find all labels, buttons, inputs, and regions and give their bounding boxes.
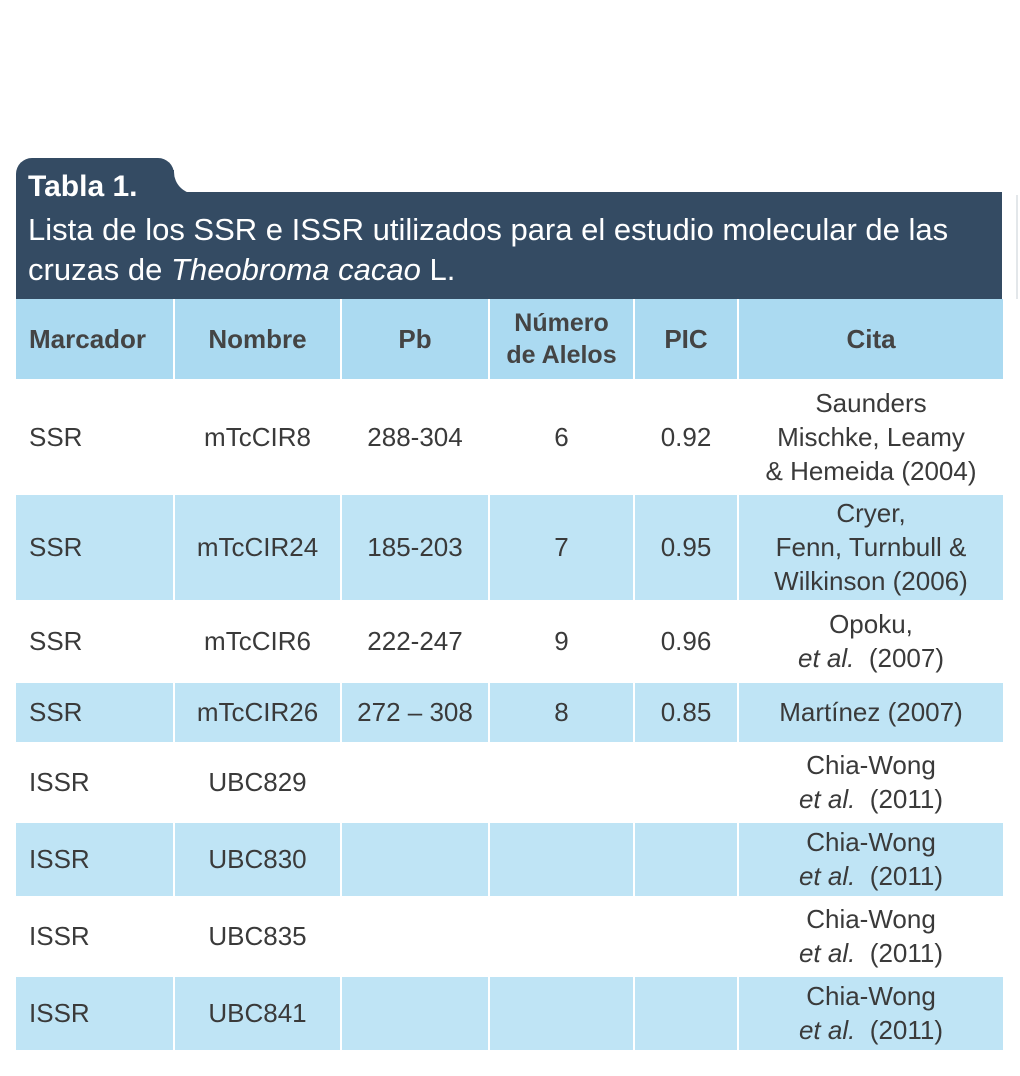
cell-pb: 272 – 308	[341, 681, 489, 743]
cell-cita	[738, 975, 1003, 1050]
col-header-pb: Pb	[341, 299, 489, 380]
cita-line: Wilkinson (2006)	[774, 566, 968, 596]
cell-marcador: SSR	[16, 601, 174, 681]
cita-year: (2011)	[869, 784, 944, 814]
title-tab-corner	[166, 170, 200, 194]
cita-year: (2007)	[868, 643, 944, 673]
col-header-nombre: Nombre	[174, 299, 341, 380]
cell-pic	[634, 897, 738, 975]
caption-species: Theobroma cacao	[171, 252, 421, 287]
cell-pic: 0.96	[634, 601, 738, 681]
cell-marcador: ISSR	[16, 975, 174, 1050]
cell-pb	[341, 821, 489, 897]
cita-etal: et al.	[798, 938, 856, 968]
cell-marcador: SSR	[16, 681, 174, 743]
col-header-alelos-line1: Número	[514, 308, 609, 337]
cita-line: Mischke, Leamy	[777, 421, 965, 452]
caption-main: Lista de los SSR e ISSR utilizados para el estudio molecular de las cruzas de	[28, 212, 949, 287]
cita-line	[739, 782, 1003, 816]
table-row	[16, 897, 1003, 975]
col-header-pic: PIC	[634, 299, 738, 380]
cita-line	[739, 641, 1003, 675]
table-row	[16, 681, 1003, 743]
cell-marcador: ISSR	[16, 821, 174, 897]
table-row	[16, 493, 1003, 601]
cita-line	[739, 859, 1003, 893]
col-header-cita: Cita	[738, 299, 1003, 380]
table-label: Tabla 1.	[28, 170, 138, 203]
cell-alelos: 9	[489, 601, 634, 681]
cita-etal: et al.	[798, 1015, 856, 1046]
cell-alelos: 7	[489, 493, 634, 601]
cell-alelos	[489, 821, 634, 897]
cell-nombre: mTcCIR26	[174, 681, 341, 743]
cita-line: Chia-Wong	[806, 981, 936, 1012]
cell-nombre: mTcCIR6	[174, 601, 341, 681]
cita-year: (2011)	[869, 1015, 944, 1046]
cita-line: Martínez (2007)	[779, 697, 963, 727]
cell-alelos: 6	[489, 380, 634, 493]
cell-marcador: ISSR	[16, 743, 174, 821]
table-row	[16, 743, 1003, 821]
cell-nombre: UBC835	[174, 897, 341, 975]
cell-pb: 185-203	[341, 493, 489, 601]
cell-alelos	[489, 975, 634, 1050]
cell-pb: 222-247	[341, 601, 489, 681]
cell-pb	[341, 897, 489, 975]
cell-cita	[738, 743, 1003, 821]
cita-line	[739, 936, 1003, 970]
cell-marcador: SSR	[16, 380, 174, 493]
table-row	[16, 380, 1003, 493]
cell-cita	[738, 897, 1003, 975]
cell-pic	[634, 975, 738, 1050]
cell-cita	[738, 821, 1003, 897]
cita-year: (2011)	[869, 938, 944, 968]
cell-pb: 288-304	[341, 380, 489, 493]
cell-alelos	[489, 743, 634, 821]
cell-cita	[738, 601, 1003, 681]
cell-pic: 0.95	[634, 493, 738, 601]
cita-year: (2011)	[869, 861, 944, 891]
edge-divider	[1016, 195, 1018, 299]
cita-line: Opoku,	[829, 609, 913, 639]
cell-nombre: UBC829	[174, 743, 341, 821]
table-row	[16, 821, 1003, 897]
cell-cita	[738, 380, 1003, 493]
cell-pb	[341, 743, 489, 821]
table-row	[16, 975, 1003, 1050]
cita-etal: et al.	[798, 861, 856, 891]
cell-alelos	[489, 897, 634, 975]
col-header-marcador: Marcador	[16, 299, 174, 380]
table-header-row	[16, 299, 1003, 380]
cell-nombre: UBC841	[174, 975, 341, 1050]
markers-table	[16, 299, 1003, 1050]
cita-line	[739, 1013, 1003, 1047]
table-row	[16, 601, 1003, 681]
cell-pic: 0.92	[634, 380, 738, 493]
col-header-alelos-line2: de Alelos	[506, 340, 617, 369]
cell-cita	[738, 493, 1003, 601]
cell-pic: 0.85	[634, 681, 738, 743]
cita-line: Chia-Wong	[806, 827, 936, 857]
cita-line: Fenn, Turnbull &	[775, 532, 967, 562]
col-header-alelos	[489, 299, 634, 380]
cell-marcador: SSR	[16, 493, 174, 601]
cell-nombre: mTcCIR8	[174, 380, 341, 493]
cell-cita	[738, 681, 1003, 743]
cita-line: Chia-Wong	[806, 750, 936, 780]
cita-etal: et al.	[798, 784, 856, 814]
cita-line: Cryer,	[836, 498, 906, 528]
caption-end: L.	[420, 252, 456, 287]
cita-line: & Hemeida (2004)	[765, 455, 977, 486]
cell-marcador: ISSR	[16, 897, 174, 975]
cell-pb	[341, 975, 489, 1050]
table-caption	[28, 210, 998, 290]
cita-line: Saunders	[815, 387, 927, 418]
cell-nombre: mTcCIR24	[174, 493, 341, 601]
cell-pic	[634, 743, 738, 821]
cell-pic	[634, 821, 738, 897]
cell-alelos: 8	[489, 681, 634, 743]
cita-line: Chia-Wong	[806, 904, 936, 934]
cell-nombre: UBC830	[174, 821, 341, 897]
cita-etal: et al.	[798, 643, 855, 673]
